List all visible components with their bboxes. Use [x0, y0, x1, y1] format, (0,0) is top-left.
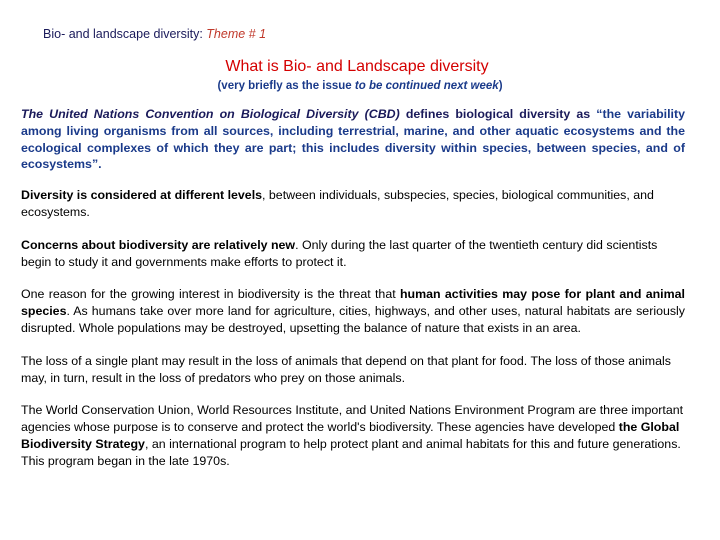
human-bold: human activities may pose for plant and animal species: [21, 287, 685, 319]
theme-label: Theme # 1: [206, 27, 267, 41]
paragraph-concerns: [21, 237, 685, 271]
cbd-quote: “the variability among living organisms from all sources, including terrestrial, marine, and other aquatic ecosystems and the ecological complexes of which they are part; this includes diversity within species, between species, and of ecosystems”.: [21, 107, 685, 172]
loss-text: The loss of a single plant may result in the loss of animals that depend on that plant for food. The loss of those animals may, in turn, result in the loss of predators who prey on those animals.: [21, 353, 671, 385]
agencies-rest: , an international program to help protect plant and animal habitats for this and future generations. This program began in the late 1970s.: [21, 436, 681, 468]
human-start: One reason for the growing interest in biodiversity is the threat that: [21, 287, 400, 302]
slide-title: [0, 58, 720, 76]
slide-subtitle: [0, 80, 720, 92]
cbd-mid: defines biological diversity as: [399, 107, 597, 121]
subtitle-close: ): [498, 80, 503, 92]
agencies-start: The World Conservation Union, World Resources Institute, and United Nations Environment Program are three important agencies whose purpose is to conserve and protect the world's biodiversity. These agencies have developed: [21, 403, 684, 435]
title-text: What is Bio- and Landscape diversity: [225, 58, 489, 75]
levels-rest: , between individuals, subspecies, species, biological communities, and ecosystems.: [21, 188, 654, 219]
paragraph-cbd-definition: [21, 106, 685, 173]
paragraph-levels: [21, 187, 685, 221]
paragraph-human-activities: [21, 286, 685, 336]
subtitle-open: (very briefly as the issue: [217, 80, 355, 92]
slide-header: [43, 27, 266, 41]
levels-bold: Diversity is considered at different levels: [21, 188, 263, 203]
agencies-bold: the Global Biodiversity Strategy: [21, 420, 680, 451]
human-rest: . As humans take over more land for agriculture, cities, highways, and other uses, natural habitats are seriously disrupted. Whole populations may be destroyed, upsetting the balance of nature that exists in an area.: [21, 304, 685, 335]
cbd-name: The United Nations Convention on Biological Diversity (CBD): [21, 107, 400, 121]
header-prefix: Bio- and landscape diversity:: [43, 27, 207, 41]
paragraph-agencies: [21, 402, 685, 469]
body-text: [21, 106, 685, 486]
paragraph-loss-chain: [21, 353, 685, 387]
concerns-bold: Concerns about biodiversity are relatively new: [21, 237, 296, 252]
concerns-rest: . Only during the last quarter of the twentieth century did scientists begin to study it and governments make efforts to protect it.: [21, 237, 658, 269]
subtitle-italic: to be continued next week: [354, 80, 499, 92]
